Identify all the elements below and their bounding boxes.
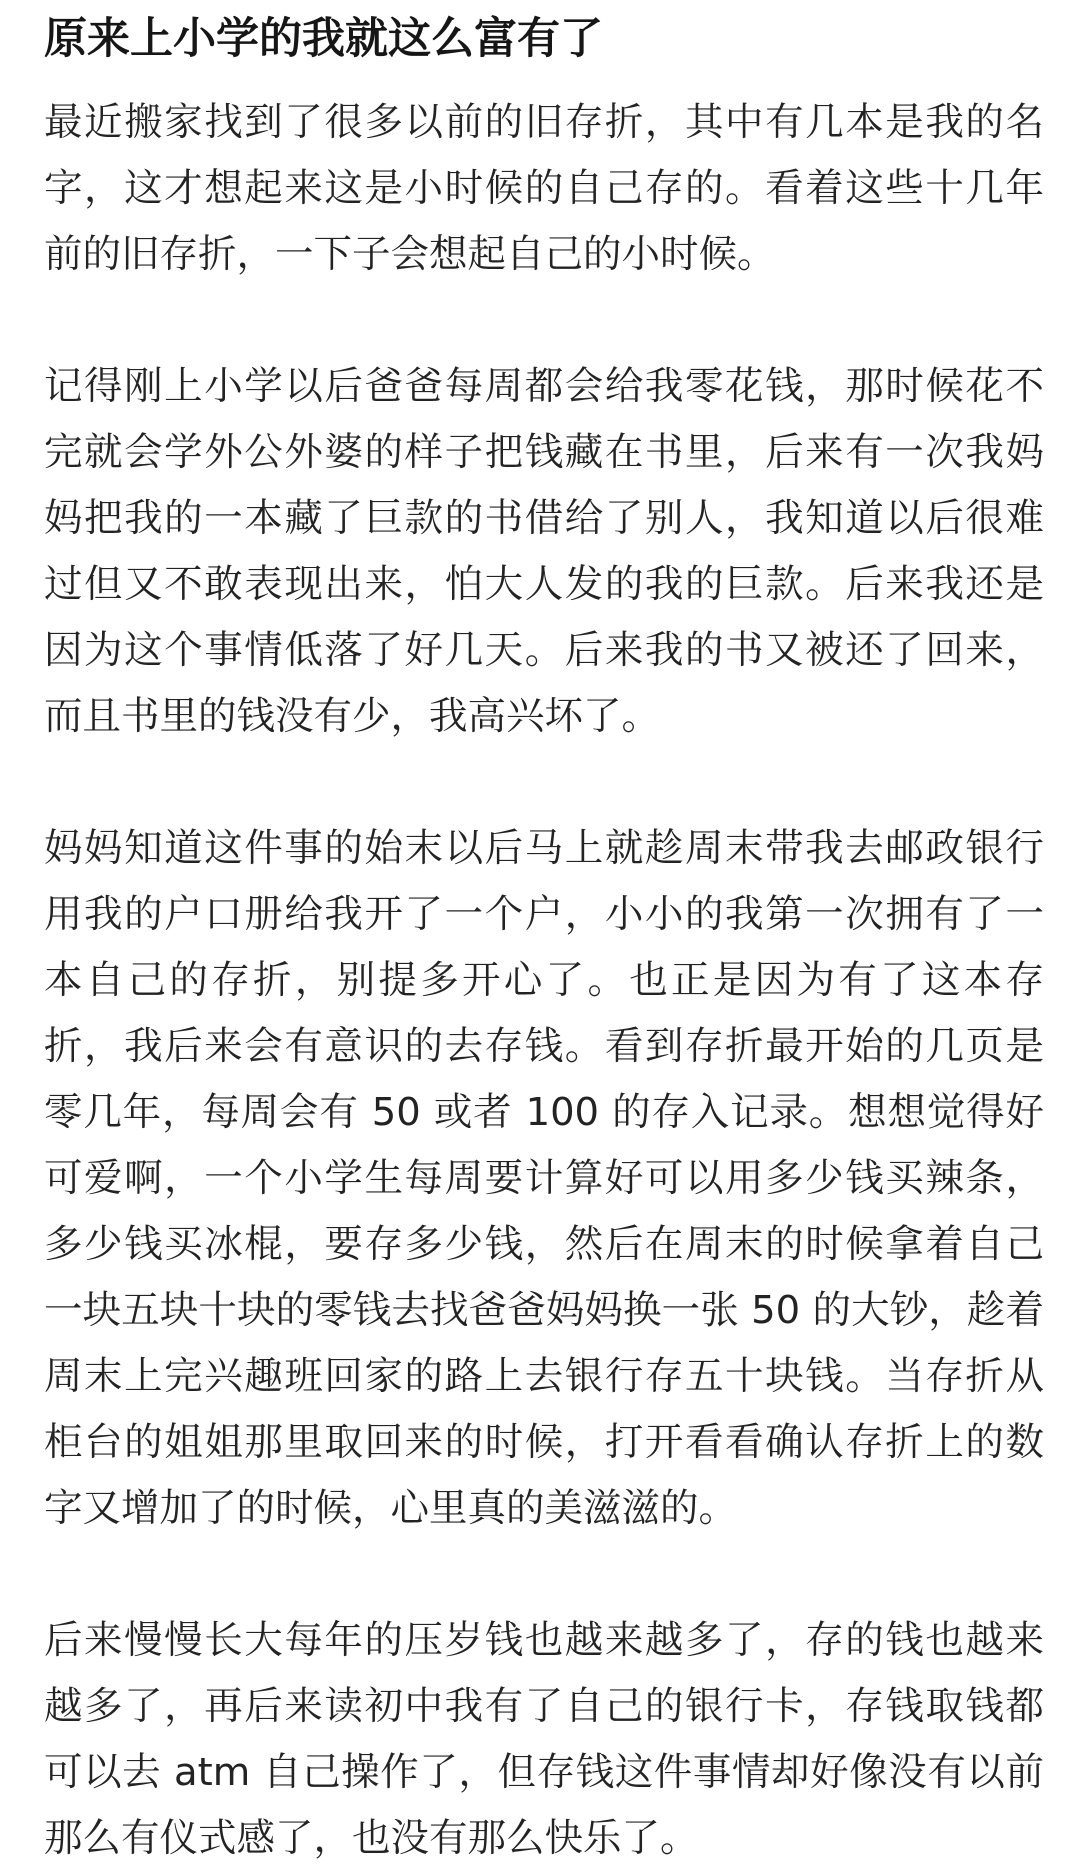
article-paragraph-2: 记得刚上小学以后爸爸每周都会给我零花钱，那时候花不完就会学外公外婆的样子把钱藏在书里，后来有一次我妈妈把我的一本藏了巨款的书借给了别人，我知道以后很难过但又不敢表现出来，怕大人发的我的巨款。后来我还是因为这个事情低落了好几天。后来我的书又被还了回来，而且书里的钱没有少，我高兴坏了。	[44, 364, 1044, 739]
article-paragraph-3: 妈妈知道这件事的始末以后马上就趁周末带我去邮政银行用我的户口册给我开了一个户，小小的我第一次拥有了一本自己的存折，别提多开心了。也正是因为有了这本存折，我后来会有意识的去存钱。看到存折最开始的几页是零几年，每周会有 50 或者 100 的存入记录。想想觉得好可爱啊，一个小学生每周要计算好可以用多少钱买辣条，多少钱买冰棍，要存多少钱，然后在周末的时候拿着自己一块五块十块的零钱去找爸爸妈妈换一张 50 的大钞，趁着周末上完兴趣班回家的路上去银行存五十块钱。当存折从柜台的姐姐那里取回来的时候，打开看看确认存折上的数字又增加了的时候，心里真的美滋滋的。	[44, 826, 1044, 1531]
article-title: 原来上小学的我就这么富有了	[44, 14, 603, 64]
article-paragraph-1: 最近搬家找到了很多以前的旧存折，其中有几本是我的名字，这才想起来这是小时候的自己存的。看着这些十几年前的旧存折，一下子会想起自己的小时候。	[44, 100, 1044, 277]
article-paragraph-4: 后来慢慢长大每年的压岁钱也越来越多了，存的钱也越来越多了，再后来读初中我有了自己的银行卡，存钱取钱都可以去 atm 自己操作了，但存钱这件事情却好像没有以前那么有仪式感了，也没有那么快乐了。	[44, 1618, 1044, 1861]
